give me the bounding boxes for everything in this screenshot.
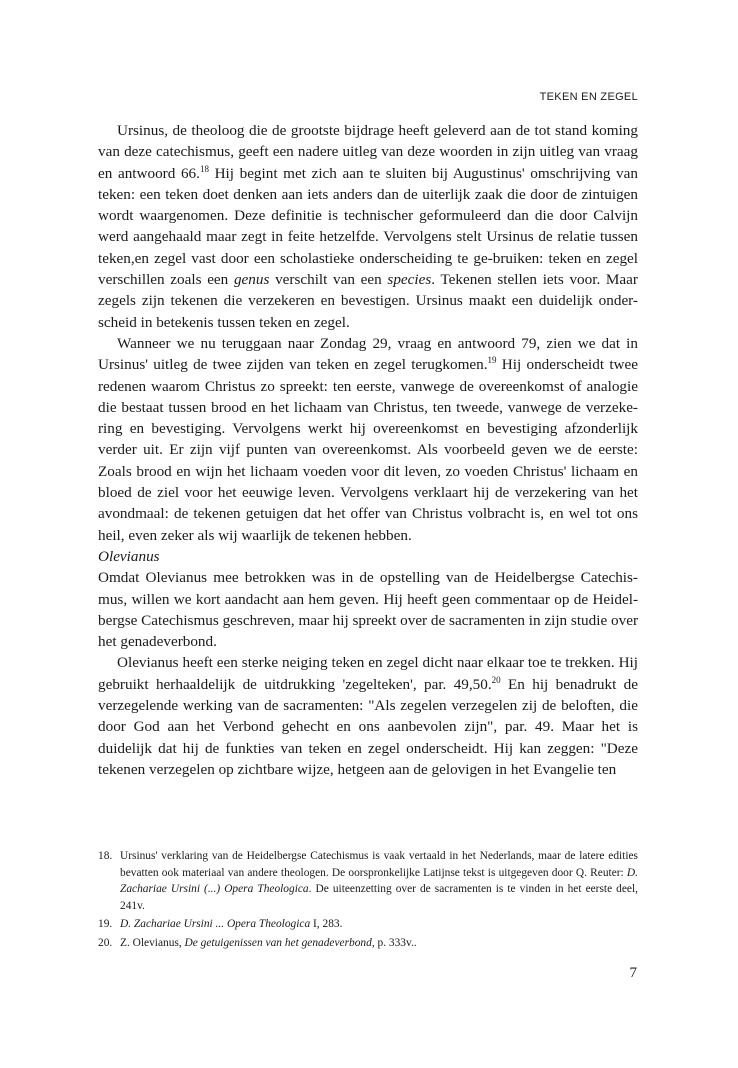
footnote-19 — [98, 916, 638, 933]
footnotes — [98, 848, 638, 954]
section-heading: Olevianus — [98, 547, 160, 565]
footnote-ref-19[interactable]: 19 — [487, 355, 497, 366]
footnote-text: D. Zachariae Ursini ... Opera Theologica I, 283. — [120, 918, 343, 931]
footnote-ref-18[interactable]: 18 — [199, 163, 209, 174]
paragraph-2: Wanneer we nu teruggaan naar Zondag 29, vraag en antwoord 79, zien we dat in Ursinus' uitleg de twee zijden van teken en zegel terugkomen.$^{19}$ Hij onderscheidt twee redenen waarom Christus zo spreekt: ten eerste, vanwege de overeenkomst of analogie die bestaat tussen brood en het lichaam van Christus, ten tweede, vanwege de verzeke-ring en bevestiging. Vervolgens werkt hij overeenkomst en bevestiging afzonderlijk verder uit. Er zijn vijf punten van overeenkomst. Als voorbeeld geven we de eerste: Zoals brood en wijn het lichaam voeden voor dit leven, zo voeden Christus' lichaam en bloed de ziel voor het eeuwige leven. Vervolgens verklaart hij de verzekering van het avondmaal: de tekenen getuigen dat het offer van Christus volbracht is, en wel tot ons heil, even zeker als wij waarlijk de tekenen hebben. — [98, 334, 638, 544]
footnote-text: Ursinus' verklaring van de Heidelbergse Catechismus is vaak vertaald in het Nederlands, maar de latere edities bevatten ook materiaal van andere theologen. De oorspronkelijke Latijnse tekst is uitgegeven door Q. Reuter: D. Zachariae Ursini (...) Opera Theologica. De uiteenzetting over de sacramenten is te vinden in het eerste deel, 241v. — [120, 850, 638, 912]
term-species: species — [387, 271, 432, 289]
running-head: TEKEN EN ZEGEL — [539, 91, 638, 103]
paragraph-3: Omdat Olevianus mee betrokken was in de opstelling van de Heidelbergse Catechis-mus, willen we kort aandacht aan hem geven. Hij heeft geen commentaar op de Heidel-bergse Catechismus geschreven, maar hij spreekt over de sacramenten in zijn studie over het genadeverbond. — [98, 569, 638, 651]
body-text — [98, 120, 638, 780]
footnote-number: 19. — [98, 918, 113, 931]
term-genus: genus — [233, 271, 270, 289]
footnote-ref-20[interactable]: 20 — [491, 674, 501, 685]
paragraph-4: Olevianus heeft een sterke neiging teken en zegel dicht naar elkaar toe te trekken. Hij gebruikt herhaaldelijk de uitdrukking 'zegelteken', par. 49,50.20 En hij benadrukt de verzegelende werking van de sacramenten: "Als zegelen verzegelen zij de beloften, die door God aan het Verbond gehecht en ons aanbevolen zijn", par. 49. Maar het is duidelijk dat hij de funkties van teken en zegel onderscheidt. Hij kan zeggen: "Deze tekenen verzegelen op zichtbare wijze, hetgeen aan de gelovigen in het Evangelie ten — [98, 654, 639, 778]
footnote-number: 20. — [98, 936, 113, 949]
footnote-text: Z. Olevianus, De getuigenissen van het genadeverbond, p. 333v.. — [120, 936, 417, 949]
page-number: 7 — [629, 965, 637, 981]
paragraph-1: Ursinus, de theoloog die de grootste bijdrage heeft geleverd aan de tot stand koming van deze catechismus, geeft een nadere uitleg van deze woorden in zijn uitleg van vraag en antwoord 66.18 Hij begint met zich aan te sluiten bij Augustinus' omschrijving van teken: een teken doet denken aan iets anders dan de uiterlijk zaak die door de zintuigen wordt waargenomen. Deze definitie is technischer geformuleerd dan die door Calvijn werd aangehaald maar zegt in feite hetzelfde. Vervolgens stelt Ursinus de relatie tussen teken,en zegel vast door een scholastieke onderscheiding te ge-bruiken: teken en zegel verschillen zoals een genus verschilt van een species. Tekenen stellen iets voor. Maar zegels zijn tekenen die verzekeren en bevestigen. Ursinus maakt een duidelijk onder-scheid in betekenis tussen teken en zegel. — [98, 122, 638, 331]
footnote-20 — [98, 935, 638, 952]
footnote-number: 18. — [98, 850, 113, 862]
footnote-18 — [98, 848, 638, 914]
